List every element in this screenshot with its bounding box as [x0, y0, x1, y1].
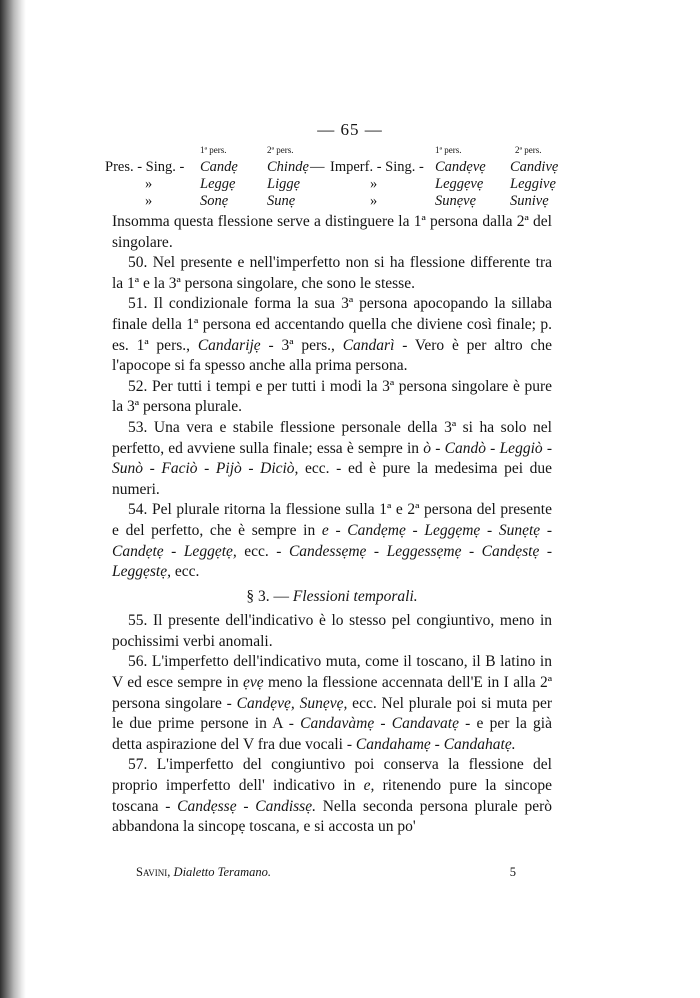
text: - Vero è per altro che l'apocope si fa spesso anche alla prima persona. — [112, 336, 553, 375]
ditto-mark: » — [145, 193, 153, 209]
cell: Candẹvẹ — [435, 159, 486, 175]
paragraph-56 — [112, 652, 552, 755]
ditto-mark: » — [370, 176, 378, 192]
section-number: § 3. — — [246, 587, 293, 605]
table-row — [105, 176, 575, 193]
signature-number: 5 — [509, 865, 516, 879]
italic-text: ẹvẹ — [242, 674, 264, 692]
ditto-mark: » — [145, 176, 153, 192]
italic-text: Candẹssẹ - Candissẹ. — [177, 797, 316, 815]
paragraph-57 — [112, 755, 552, 837]
text: 57. L'imperfetto del congiuntivo poi conserva la flessione del proprio imperfetto dell' indicativo in — [112, 756, 552, 795]
paragraph-50: 50. Nel presente e nell'imperfetto non si ha flessione differente tra la 1ª e la 3ª persona singolare, che sono le stesse. — [112, 254, 552, 292]
page-edge-shadow — [0, 0, 26, 998]
text: 53. Una vera e stabile flessione personale della 3ª si ha solo nel perfetto, ed avviene sulla finale; essa è sempre in — [112, 418, 552, 457]
text: meno la flessione accennata dell'E in I alla 2ª persona singolare - — [112, 674, 552, 712]
italic-text: Candahamẹ - Candahatẹ. — [355, 735, 516, 753]
cell: Leggivẹ — [510, 176, 556, 192]
text: - 3ª pers., — [260, 336, 343, 354]
italic-text: Candessẹmẹ - Leggessẹmẹ - Candẹstẹ - Leggẹstẹ, — [112, 542, 552, 581]
page-footer — [136, 865, 516, 880]
footer-title: Dialetto Teramano. — [173, 865, 272, 879]
table-header-row — [105, 145, 575, 159]
cell: Sunivẹ — [510, 193, 549, 209]
paragraph-intro: Insomma questa flessione serve a distinguere la 1ª persona dalla 2ª del singolare. — [112, 213, 552, 251]
italic-text: ò — [423, 439, 432, 457]
paragraph-54 — [112, 500, 552, 582]
paragraph-55: 55. Il presente dell'indicativo è lo stesso pel congiuntivo, meno in pochissimi verbi anomali. — [112, 612, 552, 650]
pres-label: Pres. - Sing. - — [105, 159, 185, 175]
paragraph-52: 52. Per tutti i tempi e per tutti i modi la 3ª persona singolare è pure la 3ª persona plurale. — [112, 377, 552, 416]
paragraph-51 — [112, 294, 552, 376]
cell: Liggẹ — [267, 176, 301, 192]
table-row — [105, 159, 575, 176]
italic-text: Candẹvẹ, Sunẹvẹ, — [236, 694, 348, 712]
text: 54. Pel plurale ritorna la flessione sulla 1ª e 2ª persona del presente e del perfetto, che è sempre in — [112, 501, 552, 539]
dash: — — [310, 159, 325, 175]
imperf-label: Imperf. - Sing. - — [330, 159, 424, 175]
header-1st-pers: 1ª pers. — [200, 145, 227, 155]
cell: Chindẹ — [267, 159, 309, 175]
italic-text: e, — [363, 777, 375, 795]
page-number: — 65 — — [317, 120, 383, 139]
cell: Candẹ — [200, 159, 238, 175]
cell: Sunẹvẹ — [435, 193, 477, 209]
text: - e per la già detta aspirazione del V fra due vocali - — [112, 715, 552, 753]
italic-text: Candò - Leggiò - Sunò - Faciò - Pijò - Diciò, — [112, 439, 553, 478]
ditto-mark: » — [370, 193, 378, 209]
conjugation-table — [105, 145, 575, 210]
cell: Leggẹ — [200, 176, 236, 192]
footer-author: Savini, — [136, 865, 171, 879]
body-text — [112, 212, 552, 838]
text: - — [431, 439, 445, 457]
cell: Leggẹvẹ — [435, 176, 484, 192]
cell: Sonẹ — [200, 193, 229, 209]
header-1st-pers-imperf: 1ª pers. — [435, 145, 462, 155]
cell: Sunẹ — [267, 193, 296, 209]
italic-text: Candarijẹ — [197, 336, 261, 354]
cell: Candivẹ — [510, 159, 559, 175]
italic-text: e - Candẹmẹ - Leggẹmẹ - Sunẹtẹ - Candẹtẹ - Leggẹtẹ, — [112, 521, 552, 560]
text: ecc. Nel plurale poi si muta per le due prime persone in A - — [112, 694, 552, 733]
header-2nd-pers: 2ª pers. — [267, 145, 294, 155]
header-2nd-pers-imperf: 2ª pers. — [515, 145, 542, 155]
italic-text: Candarì — [342, 336, 395, 354]
text: Nella seconda persona plurale però abbandona la sincopẹ toscana, e si accosta un po' — [112, 797, 553, 836]
text: ecc. — [170, 563, 200, 581]
text: ritenendo pure la sincope toscana - — [112, 777, 553, 815]
section-title: Flessioni temporali. — [292, 587, 418, 605]
italic-text: Candavàmẹ - Candavatẹ — [300, 715, 459, 733]
text: ecc. - ed è pure la medesima pei due numeri. — [112, 460, 552, 498]
paragraph-53 — [112, 418, 552, 500]
text: 56. L'imperfetto dell'indicativo muta, come il toscano, il B latino in V ed esce sempre in — [112, 653, 552, 692]
table-row — [105, 193, 575, 210]
text: 51. Il condizionale forma la sua 3ª persona apocopando la sillaba finale della 1ª persona ed accentando quella che diviene così finale; p. es. 1ª pers., — [112, 295, 552, 354]
section-heading — [112, 587, 552, 608]
text: ecc. - — [236, 542, 289, 560]
